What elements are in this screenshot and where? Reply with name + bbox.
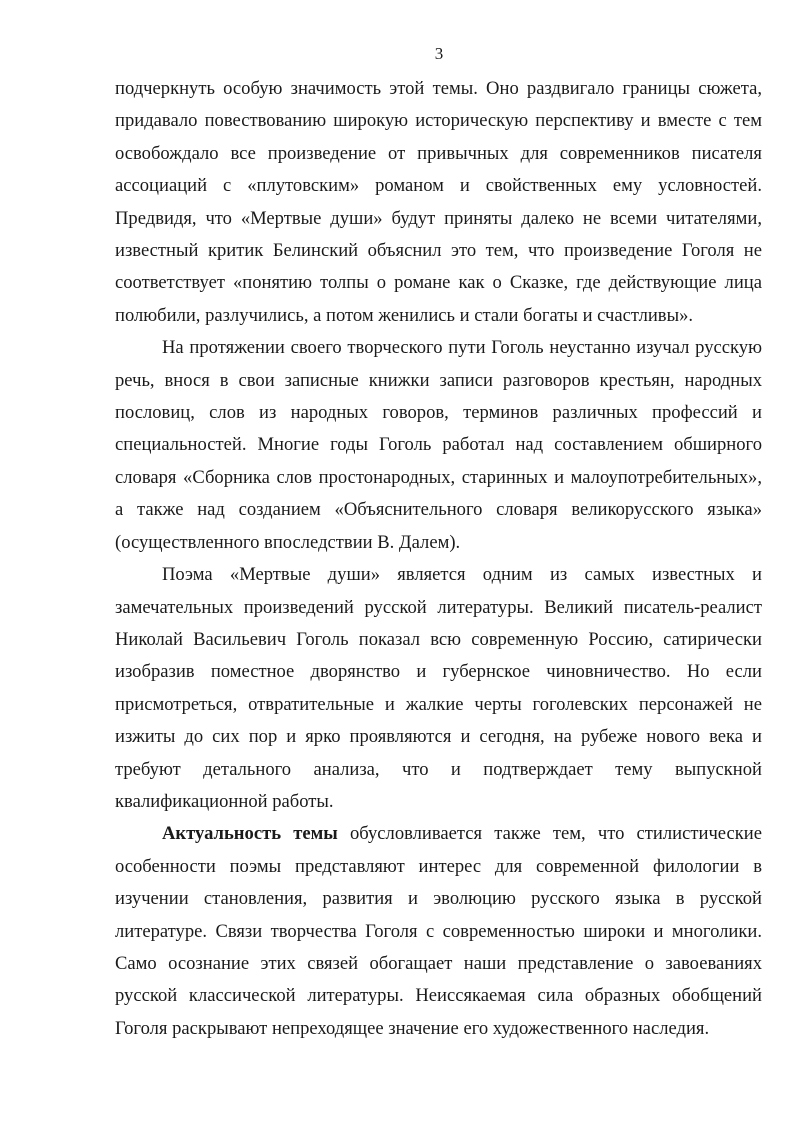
paragraph-text: На протяжении своего творческого пути Гоголь неустанно изучал русскую речь, внося в свои записные книжки записи разговоров крестьян, народных пословиц, слов из народных говоров, терминов различных профессий и специальностей. Многие годы Гоголь работал над составлением обширного словаря «Сборника слов простонародных, старинных и малоупотребительных», а также над созданием «Объяснительного словаря великорусского языка» (осуществленного впоследствии В. Далем). [115,337,762,553]
page-number: 3 [434,44,444,63]
relevance-heading: Актуальность темы [162,823,338,845]
paragraph-text: подчеркнуть особую значимость этой темы. Оно раздвигало границы сюжета, придавало повествованию широкую историческую перспективу и вместе с тем освобождало все произведение от привычных для современников писателя ассоциаций с «плутовским» романом и свойственных ему условностей. Предвидя, что «Мертвые души» будут приняты далеко не всеми читателями, известный критик Белинский объяснил это тем, что произведение Гоголя не соответствует «понятию толпы о романе как о Сказке, где действующие лица полюбили, разлучились, а потом женились и стали богаты и счастливы». [115,78,762,326]
paragraph-text: обусловливается также тем, что стилистические особенности поэмы представляют интерес для современной филологии в изучении становления, развития и эволюцию русского языка в русской литературе. Связи творчества Гоголя с современностью широки и многолики. Само осознание этих связей обогащает наши представление о завоеваниях русской классической литературы. Неиссякаемая сила образных обобщений Гоголя раскрывают непреходящее значение его художественного наследия. [115,823,762,1039]
paragraph-text: Поэма «Мертвые души» является одним из самых известных и замечательных произведений русской литературы. Великий писатель-реалист Николай Васильевич Гоголь показал всю современную Россию, сатирически изобразив поместное дворянство и губернское чиновничество. Но если присмотреться, отвратительные и жалкие черты гоголевских персонажей не изжиты до сих пор и ярко проявляются и сегодня, на рубеже нового века и требуют детального анализа, что и подтверждает тему выпускной квалификационной работы. [115,564,762,812]
paragraph-3 [115,559,762,818]
paragraph-1 [115,73,762,332]
paragraph-2 [115,332,762,559]
body-text [115,73,762,1045]
paragraph-4 [115,818,762,1045]
